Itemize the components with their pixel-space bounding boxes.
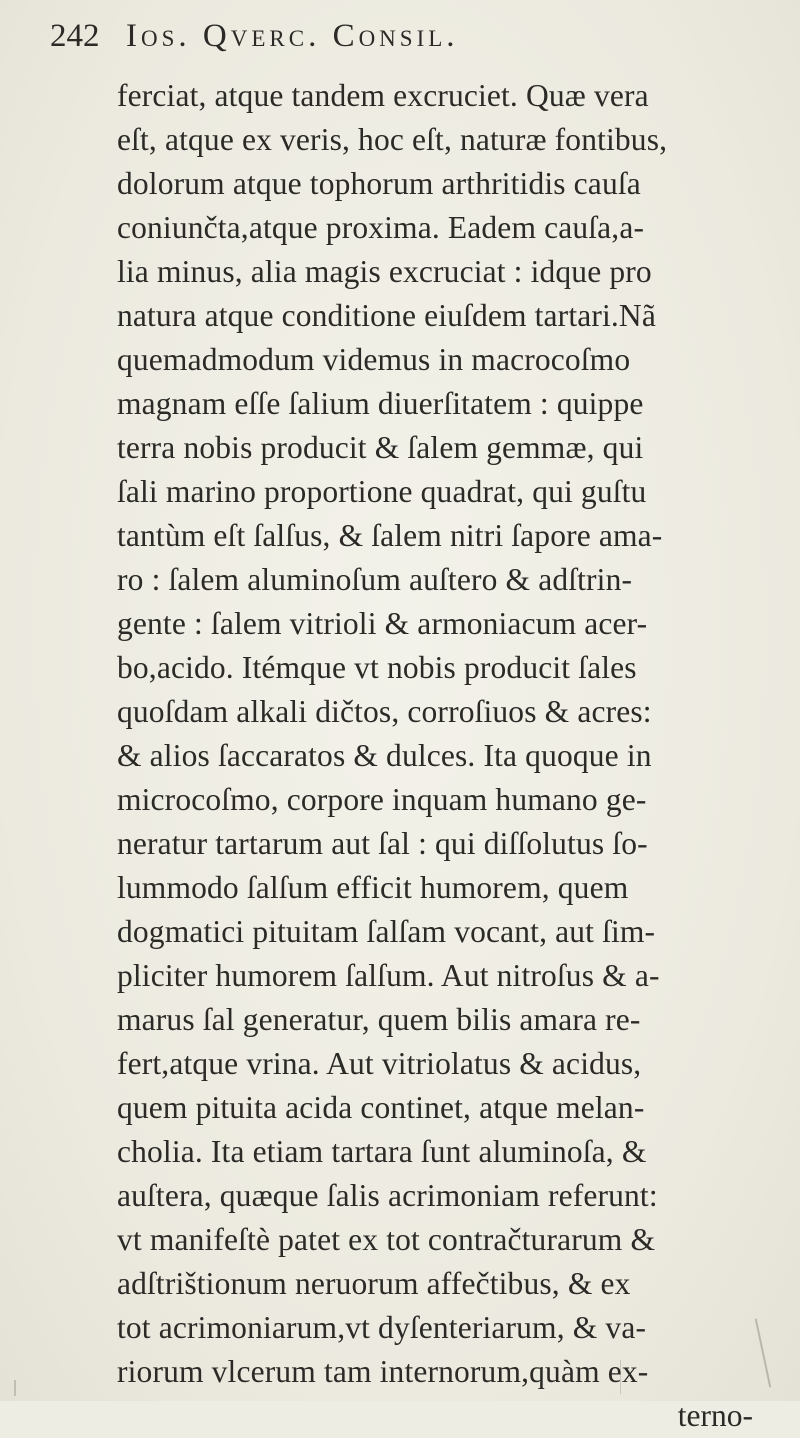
text-line: dogmatici pituitam ſalſam vocant, aut ſim- xyxy=(117,914,656,949)
text-line: ſali marino proportione quadrat, qui guſtu xyxy=(117,474,647,509)
text-line: ferciat, atque tandem excruciet. Quæ vera xyxy=(117,78,649,113)
catchword: terno- xyxy=(677,1398,753,1433)
text-line: riorum vlcerum tam internorum,quàm ex- xyxy=(117,1354,649,1389)
page-number: 242 xyxy=(50,18,100,54)
text-line: adſtrištionum neruorum affečtibus, & ex xyxy=(117,1266,631,1301)
text-line: coniunčta,atque proxima. Eadem cauſa,a- xyxy=(117,210,645,245)
text-line: neratur tartarum aut ſal : qui diſſolutus ſo- xyxy=(117,826,648,861)
text-line: lummodo ſalſum efficit humorem, quem xyxy=(117,870,629,905)
paper-mark xyxy=(620,1360,621,1394)
page-header xyxy=(50,18,459,68)
text-line: gente : ſalem vitrioli & armoniacum acer- xyxy=(117,606,648,641)
text-line: quemadmodum videmus in macrocoſmo xyxy=(117,342,631,377)
body-text xyxy=(117,74,777,1438)
text-line: bo,acido. Itémque vt nobis producit ſales xyxy=(117,650,637,685)
text-line: quoſdam alkali dičtos, corroſiuos & acres: xyxy=(117,694,652,729)
text-line: magnam eſſe ſalium diuerſitatem : quippe xyxy=(117,386,644,421)
text-line: pliciter humorem ſalſum. Aut nitroſus & a- xyxy=(117,958,660,993)
text-line: natura atque conditione eiuſdem tartari.Nã xyxy=(117,298,656,333)
text-line: quem pituita acida continet, atque melan- xyxy=(117,1090,645,1125)
text-line: auſtera, quæque ſalis acrimoniam referunt: xyxy=(117,1178,658,1213)
text-line: marus ſal generatur, quem bilis amara re- xyxy=(117,1002,641,1037)
text-line: & alios ſaccaratos & dulces. Ita quoque in xyxy=(117,738,652,773)
text-line: vt manifeſtè patet ex tot contračturarum & xyxy=(117,1222,656,1257)
paper-mark xyxy=(14,1380,16,1396)
text-line: microcoſmo, corpore inquam humano ge- xyxy=(117,782,647,817)
text-line: tot acrimoniarum,vt dyſenteriarum, & va- xyxy=(117,1310,647,1345)
text-line: cholia. Ita etiam tartara ſunt aluminoſa, & xyxy=(117,1134,647,1169)
running-head: Ios. Qverc. Consil. xyxy=(126,18,459,54)
text-line: tantùm eſt ſalſus, & ſalem nitri ſapore ama- xyxy=(117,518,663,553)
text-line: terra nobis producit & ſalem gemmæ, qui xyxy=(117,430,644,465)
text-line: eſt, atque ex veris, hoc eſt, naturæ fontibus, xyxy=(117,122,668,157)
text-line: fert,atque vrina. Aut vitriolatus & acidus, xyxy=(117,1046,642,1081)
text-line: lia minus, alia magis excruciat : idque pro xyxy=(117,254,652,289)
text-line: dolorum atque tophorum arthritidis cauſa xyxy=(117,166,641,201)
text-line: ro : ſalem aluminoſum auſtero & adſtrin- xyxy=(117,562,633,597)
